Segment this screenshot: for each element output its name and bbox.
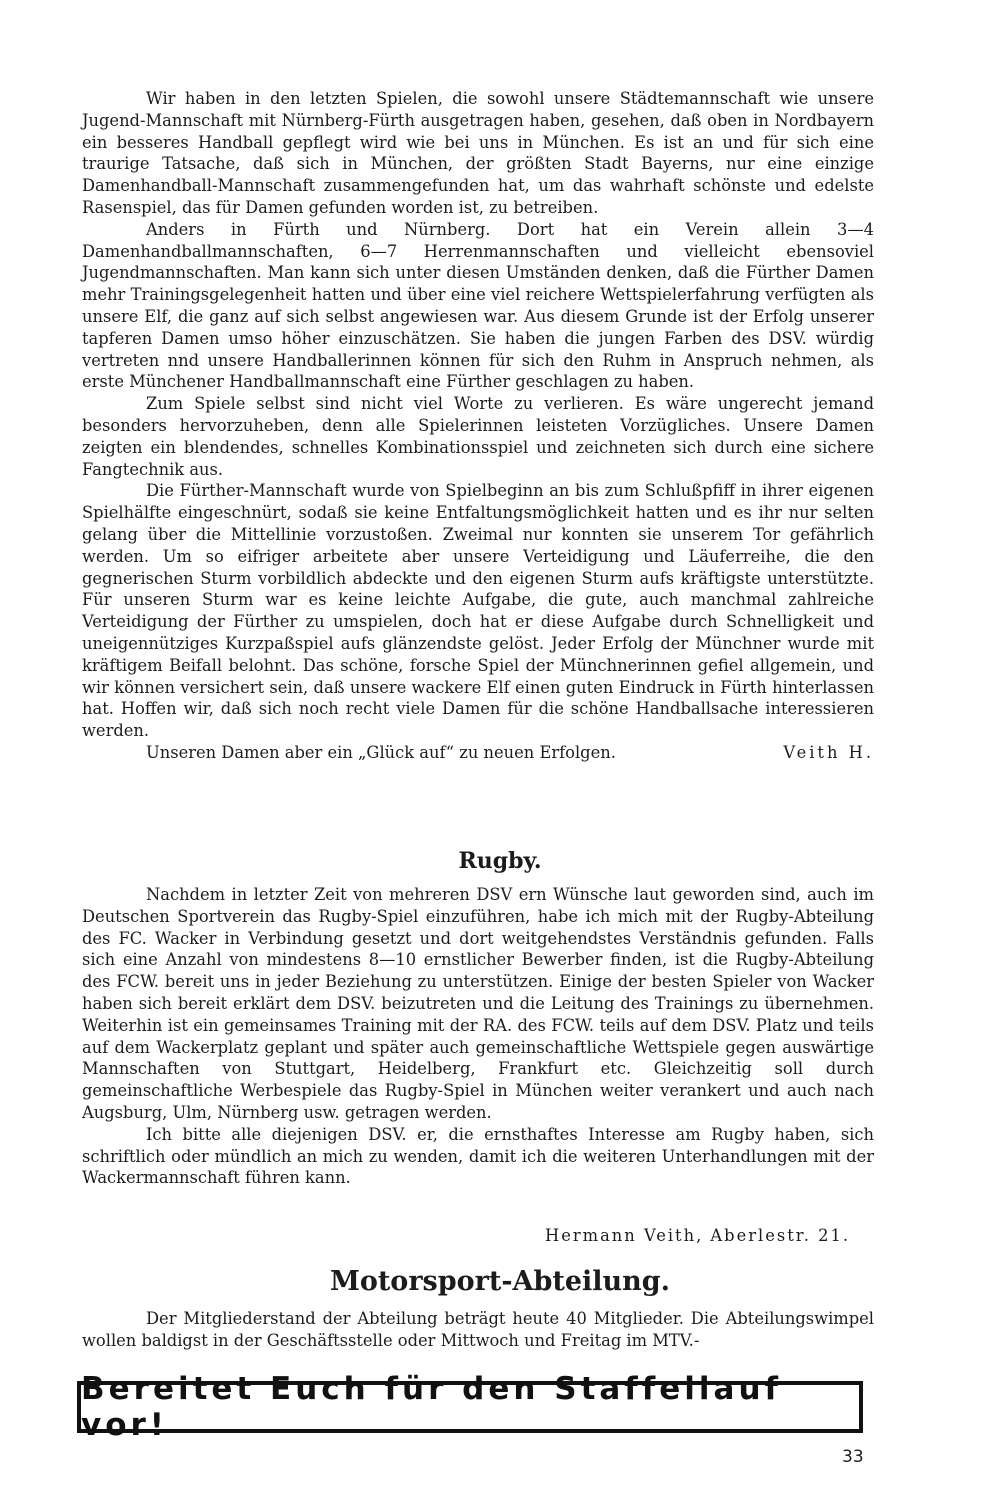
relay-banner — [77, 1371, 863, 1443]
paragraph: Anders in Fürth und Nürnberg. Dort hat ein Verein allein 3—4 Damenhandballmannschaften, 6—7 Herrenmannschaften und vielleicht ebensoviel Jugendmannschaften. Man kann sich unter diesen Umständen denken, daß die Fürther Damen mehr Trainingsgelegenheit hatten und über eine viel reichere Wettspielerfahrung verfügten als unsere Elf, die ganz auf sich selbst angewiesen war. Aus diesem Grunde ist der Erfolg unserer tapferen Damen umso höher einzuschätzen. Sie haben die jungen Farben des DSV. würdig vertreten nnd unsere Handballerinnen können für sich den Ruhm in Anspruch nehmen, als erste Münchener Handballmannschaft eine Fürther geschlagen zu haben. — [82, 219, 874, 392]
paragraph: Ich bitte alle diejenigen DSV. er, die ernsthaftes Interesse am Rugby haben, sich schriftlich oder mündlich an mich zu wenden, damit ich die weiteren Unterhandlungen mit der Wackermannschaft führen kann. — [82, 1124, 874, 1188]
handball-report — [82, 88, 874, 764]
paragraph: Nachdem in letzter Zeit von mehreren DSV ern Wünsche laut geworden sind, auch im Deutschen Sportverein das Rugby-Spiel einzuführen, habe ich mich mit der Rugby-Abteilung des FC. Wacker in Verbindung gesetzt und dort weitgehendstes Verständnis gefunden. Falls sich eine Anzahl von mindestens 8—10 ernstlicher Bewerber finden, ist die Rugby-Abteilung des FCW. bereit uns in jeder Beziehung zu unterstützen. Einige der besten Spieler von Wacker haben sich bereit erklärt dem DSV. beizutreten und die Leitung des Trainings zu übernehmen. Weiterhin ist ein gemeinsames Training mit der RA. des FCW. teils auf dem DSV. Platz und teils auf dem Wackerplatz geplant und später auch gemeinschaftliche Wettspiele gegen auswärtige Mannschaften von Stuttgart, Heidelberg, Frankfurt etc. Gleichzeitig soll durch gemeinschaftliche Werbespiele das Rugby-Spiel in München weiter verankert und auch nach Augsburg, Ulm, Nürnberg usw. getragen werden. — [82, 885, 874, 1122]
rugby-heading: Rugby. — [458, 848, 542, 874]
banner-text: Bereitet Euch für den Staffellauf vor! — [81, 1371, 783, 1443]
closing-text: Unseren Damen aber ein „Glück auf“ zu neuen Erfolgen. — [146, 742, 616, 762]
rugby-section — [82, 884, 874, 1189]
motorsport-section — [82, 1308, 874, 1352]
paragraph: Der Mitgliederstand der Abteilung beträgt heute 40 Mitglieder. Die Abteilungswimpel wollen baldigst in der Geschäftsstelle oder Mittwoch und Freitag im MTV.- — [82, 1309, 874, 1350]
closing-line — [82, 742, 874, 764]
rugby-signature: Hermann Veith, Aberlestr. 21. — [545, 1226, 850, 1245]
motorsport-heading: Motorsport-Abteilung. — [329, 1266, 671, 1297]
page-number: 33 — [842, 1447, 864, 1467]
paragraph: Die Fürther-Mannschaft wurde von Spielbeginn an bis zum Schlußpfiff in ihrer eigenen Spielhälfte eingeschnürt, sodaß sie keine Entfaltungsmöglichkeit hatten und es ihr nur selten gelang über die Mittellinie vorzustoßen. Zweimal nur konnten sie unserem Tor gefährlich werden. Um so eifriger arbeitete aber unsere Verteidigung und Läuferreihe, die den gegnerischen Sturm vorbildlich abdeckte und den eigenen Sturm aufs kräftigste unterstützte. Für unseren Sturm war es keine leichte Aufgabe, die gute, auch manchmal zahlreiche Verteidigung der Fürther zu umspielen, doch hat er diese Aufgabe durch Schnelligkeit und uneigennütziges Kurzpaßspiel aufs glänzendste gelöst. Jeder Erfolg der Münchner wurde mit kräftigem Beifall belohnt. Das schöne, forsche Spiel der Münchnerinnen gefiel allgemein, und wir können versichert sein, daß unsere wackere Elf einen guten Eindruck in Fürth hinterlassen hat. Hoffen wir, daß sich noch recht viele Damen für die schöne Handballsache interessieren werden. — [82, 481, 874, 741]
author-signature: Veith H. — [783, 742, 874, 762]
paragraph: Zum Spiele selbst sind nicht viel Worte zu verlieren. Es wäre ungerecht jemand besonders hervorzuheben, denn alle Spielerinnen leisteten Vorzügliches. Unsere Damen zeigten ein blendendes, schnelles Kombinationsspiel und zeichneten sich durch eine sichere Fangtechnik aus. — [82, 394, 874, 479]
paragraph: Wir haben in den letzten Spielen, die sowohl unsere Städtemannschaft wie unsere Jugend-Mannschaft mit Nürnberg-Fürth ausgetragen haben, gesehen, daß oben in Nordbayern ein besseres Handball gepflegt wird wie bei uns in München. Es ist an und für sich eine traurige Tatsache, daß sich in München, der größten Stadt Bayerns, nur eine einzige Damenhandball-Mannschaft zusammengefunden hat, um das wahrhaft schönste und edelste Rasenspiel, das für Damen gefunden worden ist, zu betreiben. — [82, 89, 874, 217]
